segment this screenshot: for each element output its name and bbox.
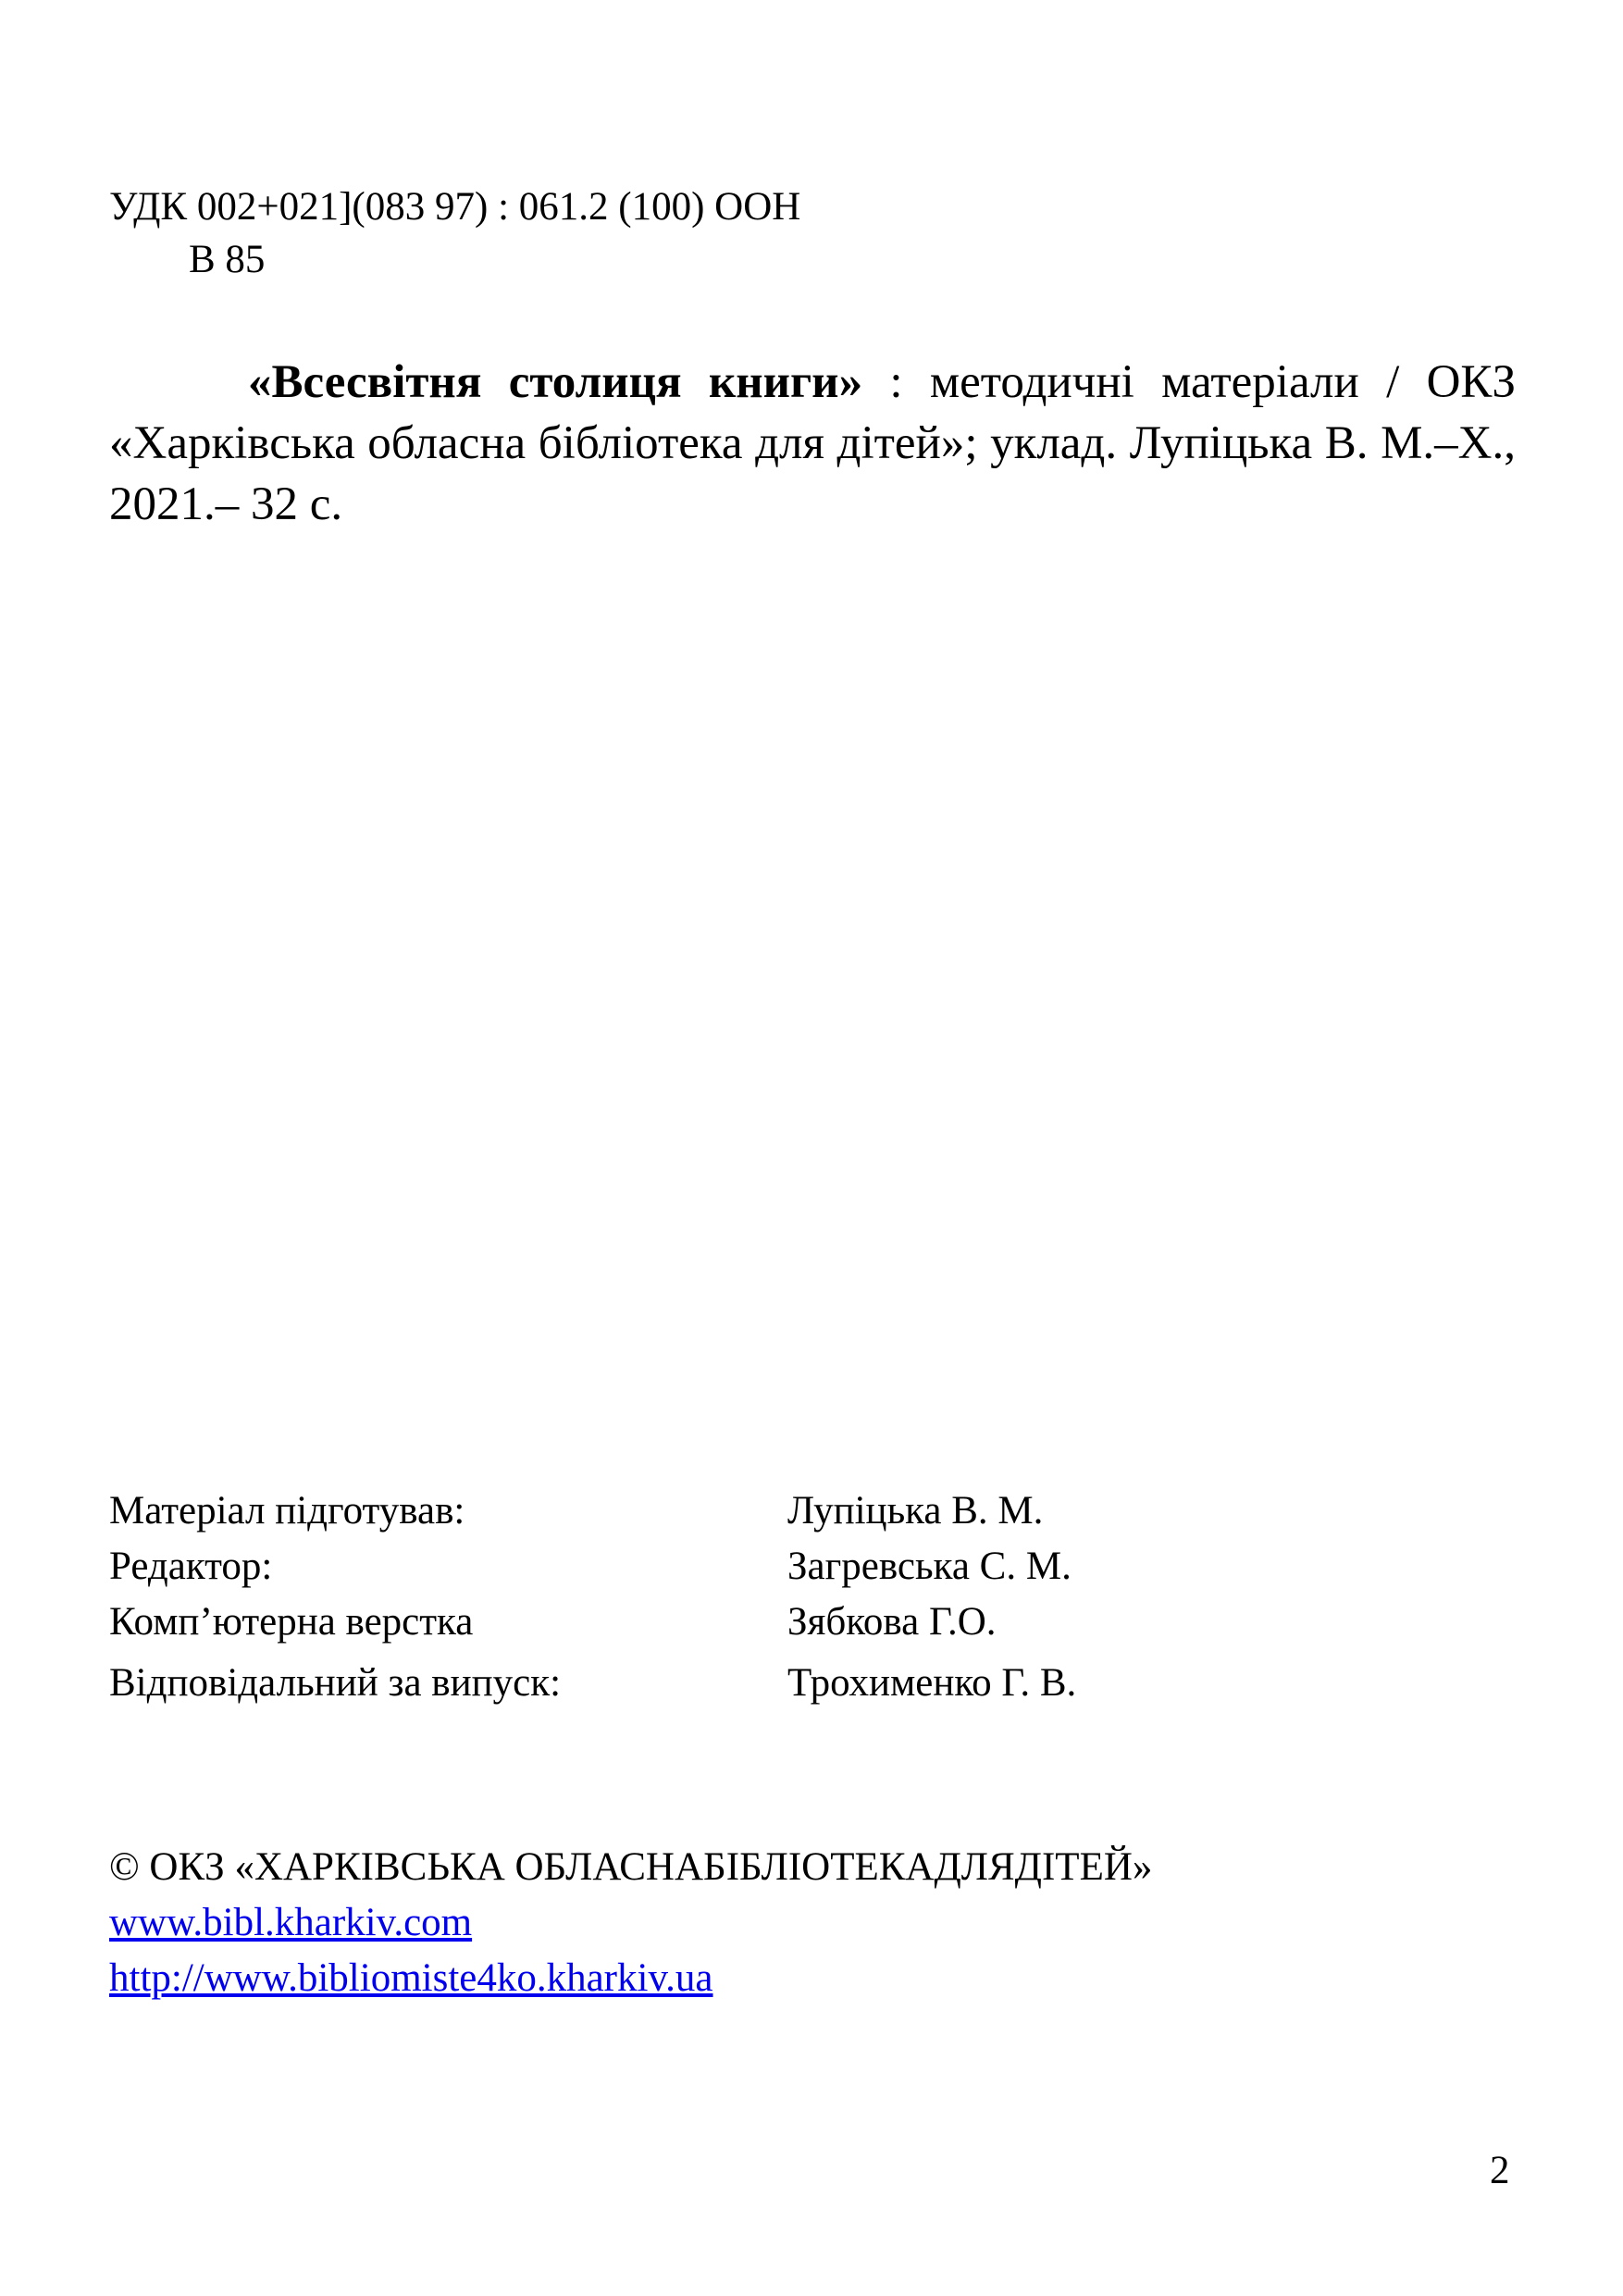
description-text: : методичні матеріали / ОКЗ «Харківська обласна бібліотека для дітей»; уклад. Лупіцька В. М.–Х., 2021.– 32 с. <box>109 356 1516 530</box>
udk-code: УДК 002+021](083 97) : 061.2 (100) ООН <box>109 185 801 229</box>
credit-role: Відповідальний за випуск: <box>109 1661 562 1705</box>
credit-person: Трохименко Г. В. <box>787 1661 1077 1705</box>
bibliographic-description <box>109 352 1516 535</box>
credit-role: Комп’ютерна верстка <box>109 1600 474 1644</box>
copyright-block <box>109 1840 1152 2006</box>
credit-role: Матеріал підготував: <box>109 1489 465 1533</box>
credit-person: Лупіцька В. М. <box>787 1489 1044 1533</box>
author-index: В 85 <box>189 238 266 281</box>
credit-person: Зябкова Г.О. <box>787 1600 997 1644</box>
credit-role: Редактор: <box>109 1545 273 1588</box>
book-title: «Всесвітня столиця книги» <box>248 356 863 408</box>
copyright-text: © ОКЗ «ХАРКІВСЬКА ОБЛАСНАБІБЛІОТЕКАДЛЯДІТЕЙ» <box>109 1845 1153 1889</box>
credit-person: Загревська С. М. <box>787 1545 1072 1588</box>
website-link[interactable]: www.bibl.kharkiv.com <box>109 1901 473 1944</box>
website-link-2[interactable]: http://www.bibliomiste4ko.kharkiv.ua <box>109 1956 713 2000</box>
page-number: 2 <box>1490 2149 1510 2192</box>
